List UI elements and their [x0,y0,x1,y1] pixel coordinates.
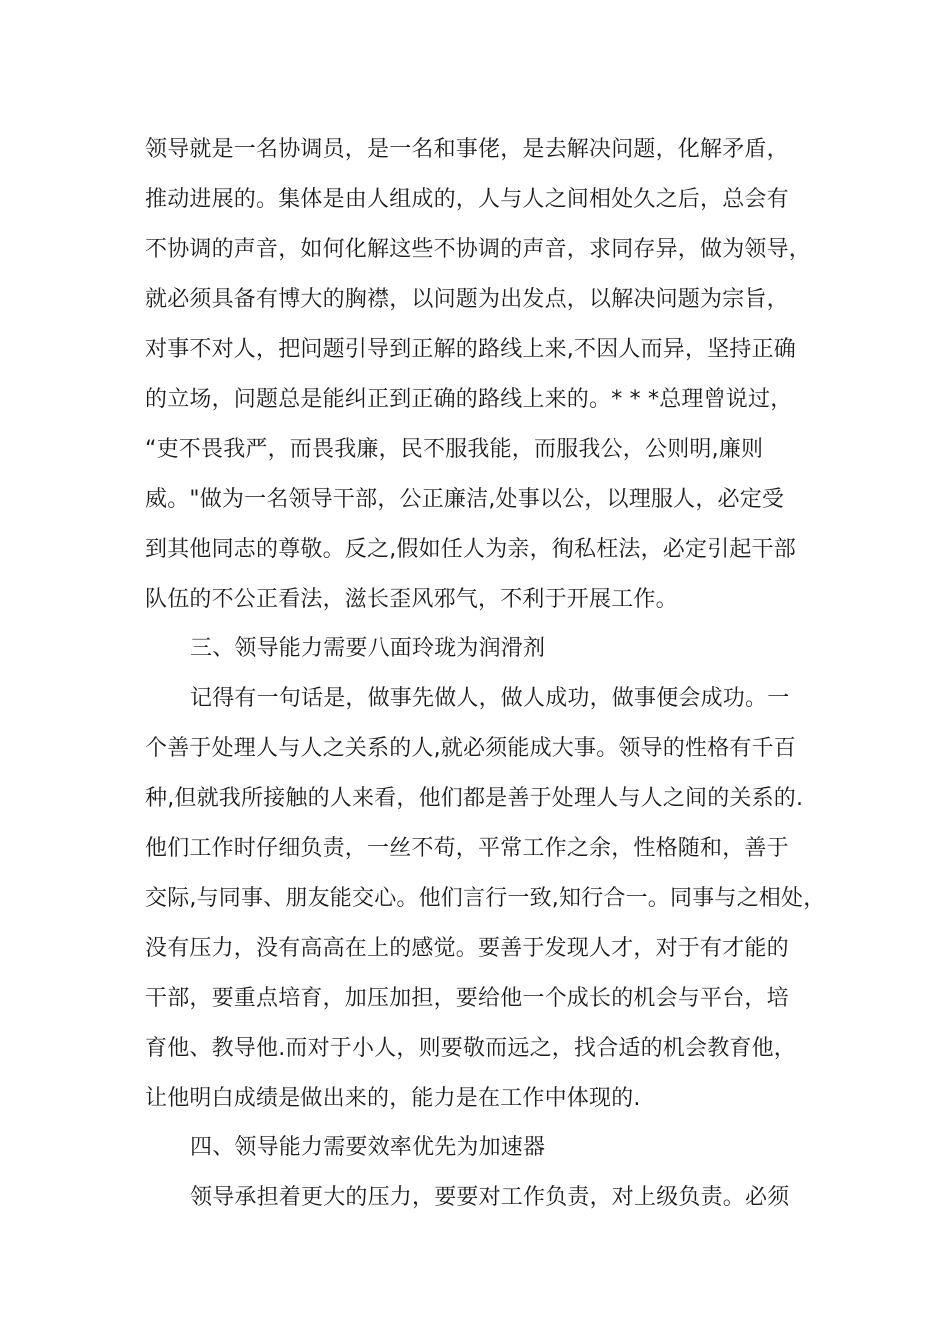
body-text-line: 育他、教导他.而对于小人，则要敬而远之，找合适的机会教育他， [145,1036,796,1061]
body-text-line: 让他明白成绩是做出来的，能力是在工作中体现的. [145,1086,641,1111]
paragraph-first-line: 领导承担着更大的压力，要要对工作负责，对上级负责。必须 [190,1185,790,1210]
body-text-line: 没有压力，没有高高在上的感觉。要善于发现人才，对于有才能的 [145,936,789,961]
body-text-line: 推动进展的。集体是由人组成的，人与人之间相处久之后，总会有 [145,187,789,212]
body-text-line: 他们工作时仔细负责，一丝不苟，平常工作之余，性格随和，善于 [145,836,789,861]
body-text-line: 到其他同志的尊敬。反之,假如任人为亲，徇私枉法，必定引起干部 [145,537,796,562]
body-text-line: 领导就是一名协调员，是一名和事佬，是去解决问题，化解矛盾， [145,137,789,162]
body-text-line: 干部，要重点培育，加压加担，要给他一个成长的机会与平台，培 [145,986,789,1011]
body-text-line: 队伍的不公正看法，滋长歪风邪气，不利于开展工作。 [145,587,678,612]
body-text-line: 威。"做为一名领导干部，公正廉洁,处事以公，以理服人，必定受 [145,487,785,512]
body-text-line: 对事不对人，把问题引导到正解的路线上来,不因人而异，坚持正确 [145,337,796,362]
section-heading: 三、领导能力需要八面玲珑为润滑剂 [190,636,546,661]
body-text-line: 就必须具备有博大的胸襟，以问题为出发点，以解决问题为宗旨， [145,287,789,312]
body-text-line: 的立场，问题总是能纠正到正确的路线上来的。* * *总理曾说过， [145,387,793,412]
body-text-line: 交际,与同事、朋友能交心。他们言行一致,知行合一。同事与之相处， [145,886,826,911]
section-heading: 四、领导能力需要效率优先为加速器 [190,1135,546,1160]
paragraph-first-line: 记得有一句话是，做事先做人，做人成功，做事便会成功。一 [190,686,790,711]
body-text-line: 不协调的声音，如何化解这些不协调的声音，求同存异，做为领导， [145,237,812,262]
body-text-line: “吏不畏我严，而畏我廉，民不服我能，而服我公，公则明,廉则 [145,437,764,462]
body-text-line: 个善于处理人与人之关系的人,就必须能成大事。领导的性格有千百 [145,736,796,761]
body-text-line: 种,但就我所接触的人来看，他们都是善于处理人与人之间的关系的. [145,786,804,811]
